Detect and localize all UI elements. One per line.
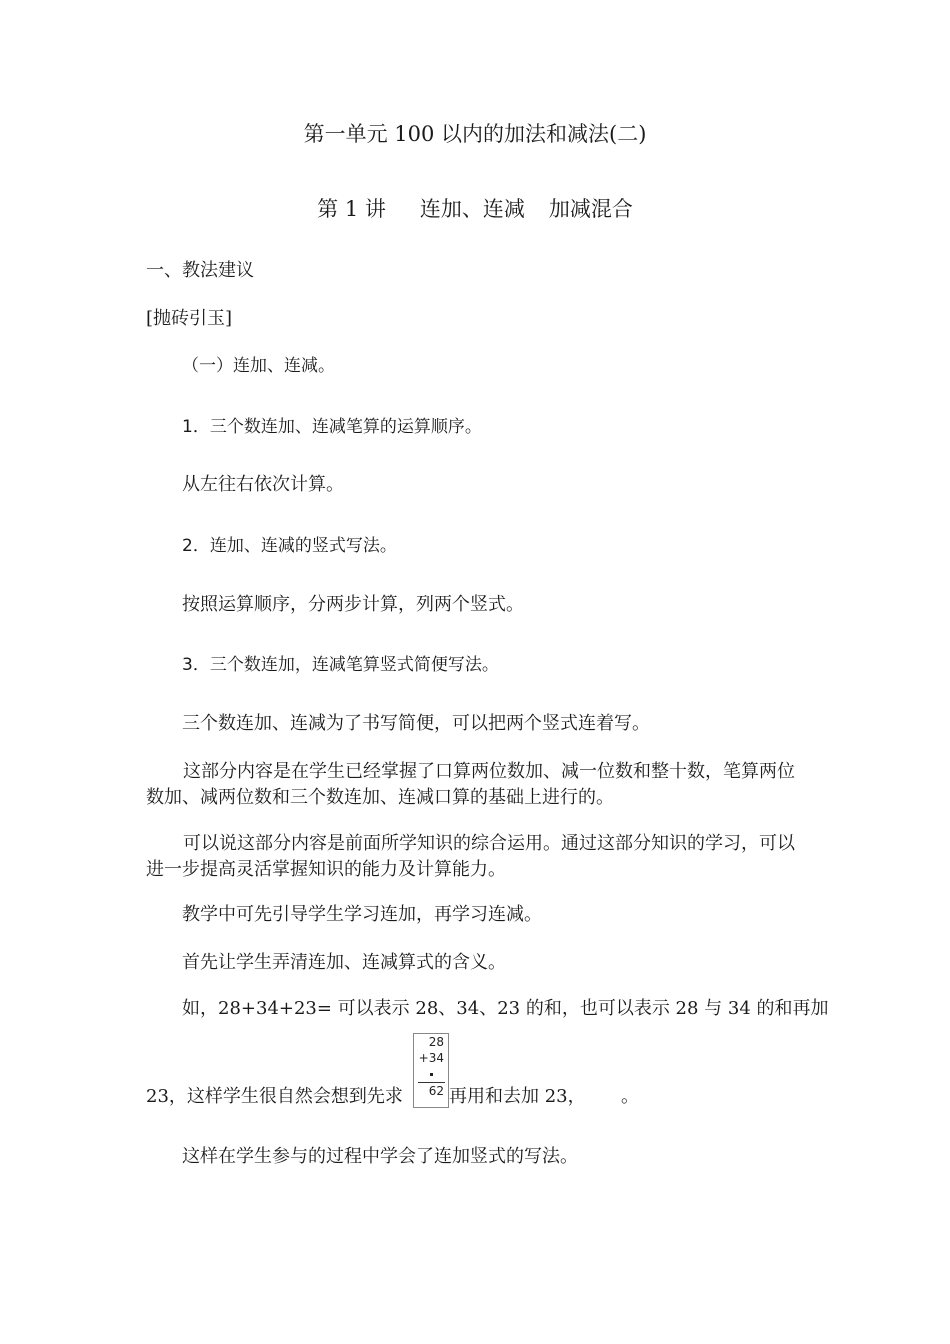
lesson-topic-1: 连加、连减 [419, 197, 525, 221]
paragraph-6-before: 23，这样学生很自然会想到先求 [146, 1086, 403, 1107]
item-1-title: 1．三个数连加、连减笔算的运算顺序。 [182, 417, 482, 437]
lesson-topic-2: 加减混合 [548, 197, 633, 221]
paragraph-5: 如，28+34+23= 可以表示 28、34、23 的和，也可以表示 28 与 34 的和再加 [182, 998, 829, 1019]
calc-result-number: 62 [428, 1084, 444, 1098]
paragraph-2-text: 可以说这部分内容是前面所学知识的综合运用。通过这部分知识的学习，可以进一步提高灵活掌握知识的能力及计算能力。 [146, 833, 795, 880]
paragraph-7: 这样在学生参与的过程中学会了连加竖式的写法。 [182, 1146, 578, 1167]
item-2-body: 按照运算顺序，分两步计算，列两个竖式。 [182, 594, 524, 615]
paragraph-6-end: 。 [621, 1086, 639, 1107]
unit-title: 第一单元 100 以内的加法和减法(二) [303, 122, 647, 146]
item-2-title: 2．连加、连减的竖式写法。 [182, 536, 397, 556]
paragraph-4: 首先让学生弄清连加、连减算式的含义。 [182, 952, 506, 973]
calc-divider-line [418, 1082, 445, 1083]
paragraph-2 [146, 831, 810, 883]
calc-carry-dot [430, 1073, 433, 1076]
item-3-body: 三个数连加、连减为了书写简便，可以把两个竖式连着写。 [182, 713, 650, 734]
item-1-body: 从左往右依次计算。 [182, 474, 344, 495]
paragraph-1 [146, 759, 810, 811]
section-heading: 一、教法建议 [146, 260, 254, 281]
paragraph-6-after: 再用和去加 23， [449, 1086, 586, 1107]
paragraph-1-text: 这部分内容是在学生已经掌握了口算两位数加、减一位数和整十数，笔算两位数加、减两位数和三个数连加、连减口算的基础上进行的。 [146, 761, 795, 808]
calc-top-number: 28 [428, 1035, 444, 1049]
subsection-heading: （一）连加、连减。 [182, 356, 335, 376]
item-3-title: 3．三个数连加，连减笔算竖式简便写法。 [182, 655, 499, 675]
intro-tag: [抛砖引玉] [146, 308, 233, 329]
lesson-number: 第 1 讲 [317, 197, 386, 221]
paragraph-3: 教学中可先引导学生学习连加，再学习连减。 [182, 904, 542, 925]
calc-middle-number: +34 [418, 1051, 444, 1065]
lesson-title [0, 196, 950, 222]
vertical-calculation-image [413, 1033, 449, 1108]
